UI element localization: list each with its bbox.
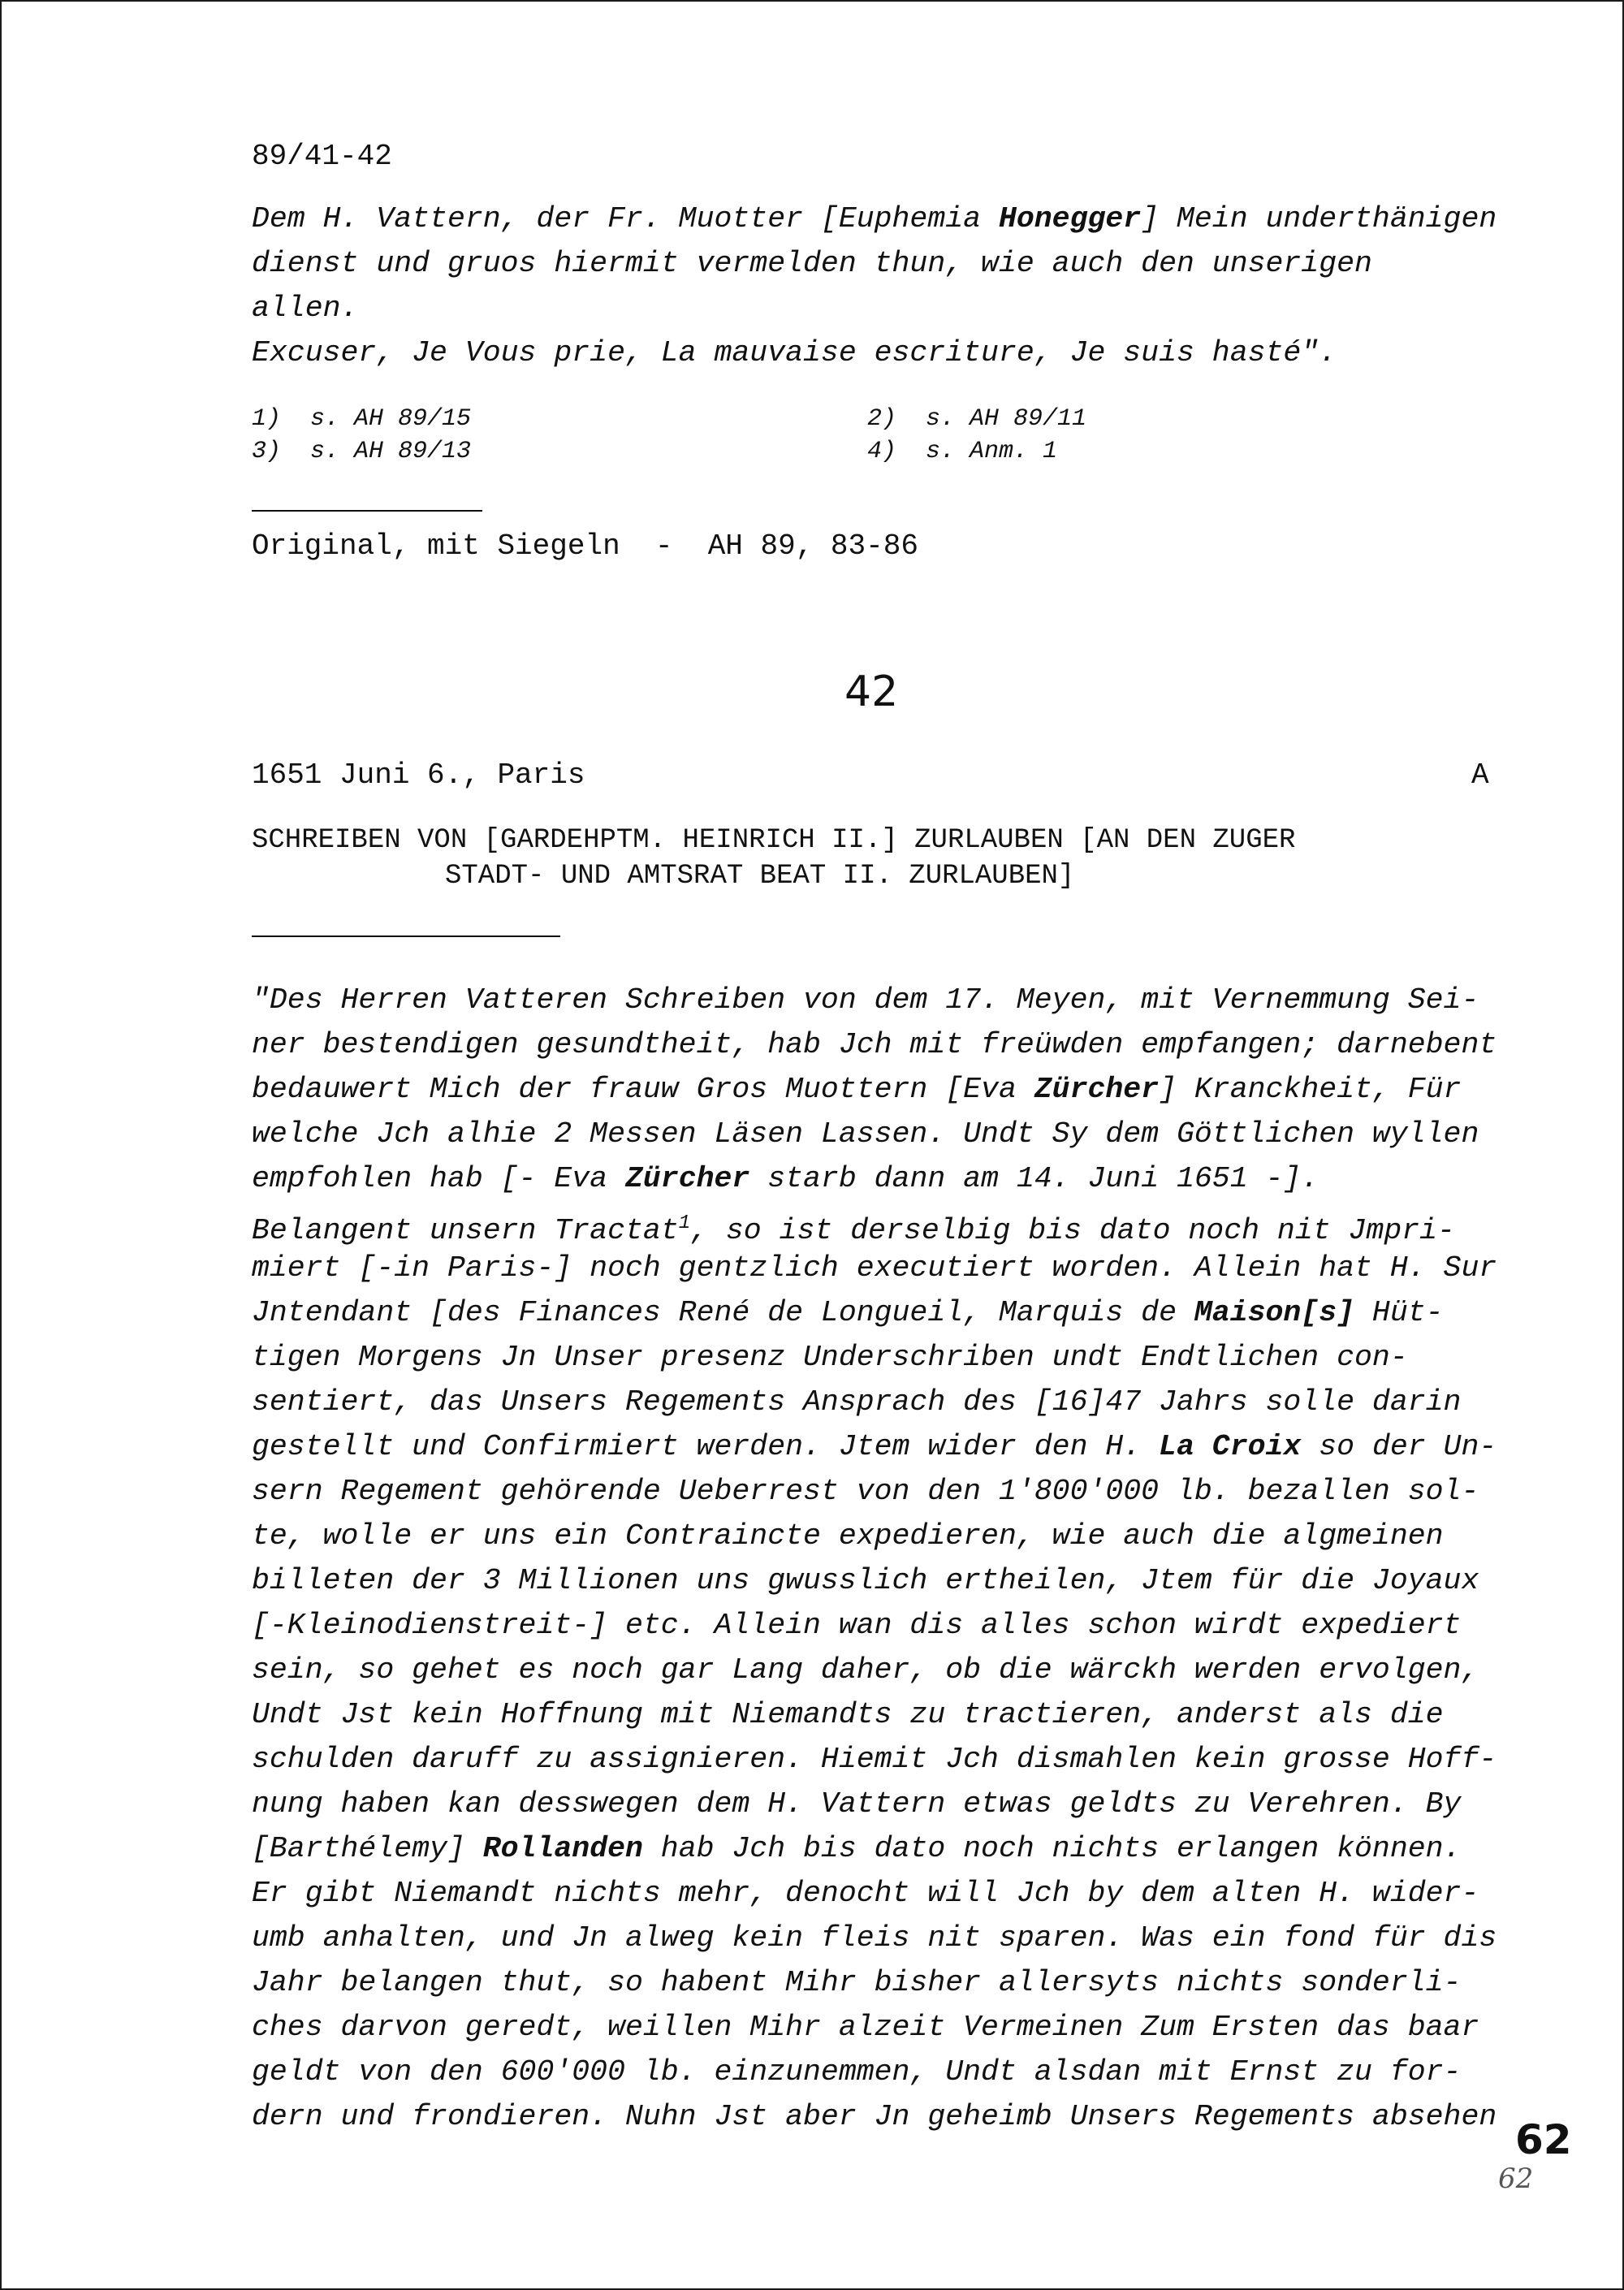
footnote-4	[867, 435, 1057, 468]
document-reference: 89/41-42	[252, 140, 392, 173]
greeting-line: Dem H. Vattern, der Fr. Muotter [Euphemia Honegger] Mein underthänigen	[252, 202, 1497, 235]
document-heading-line-1: SCHREIBEN VON [GARDEHPTM. HEINRICH II.] ZURLAUBEN [AN DEN ZUGER	[252, 825, 1296, 856]
footnote-3	[252, 435, 471, 468]
body-line: gestellt und Confirmiert werden. Jtem wider den H. La Croix so der Un-	[252, 1430, 1497, 1463]
footnote-number: 2)	[867, 405, 897, 433]
body-line: empfohlen hab [- Eva Zürcher starb dann am 14. Juni 1651 -].	[252, 1162, 1320, 1195]
greeting-line: dienst und gruos hiermit vermelden thun, wie auch den unserigen	[252, 247, 1372, 280]
greeting-line: allen.	[252, 292, 359, 325]
separator-rule	[252, 510, 482, 512]
body-line: bedauwert Mich der frauw Gros Muottern [Eva Zürcher] Kranckheit, Für	[252, 1073, 1462, 1106]
source-note: Original, mit Siegeln - AH 89, 83-86	[252, 529, 918, 563]
footnote-text: s. AH 89/15	[310, 405, 472, 433]
body-line: sein, so gehet es noch gar Lang daher, ob die wärckh werden ervolgen,	[252, 1653, 1479, 1687]
greeting-block	[252, 197, 1497, 375]
body-line: schulden daruff zu assignieren. Hiemit Jch dismahlen kein grosse Hoff-	[252, 1743, 1497, 1776]
page-number-handwritten: 62	[1498, 2163, 1534, 2195]
letter-body	[252, 978, 1497, 2139]
footnote-number: 4)	[867, 438, 897, 465]
footnote-number: 1)	[252, 405, 282, 433]
body-line: welche Jch alhie 2 Messen Läsen Lassen. Undt Sy dem Göttlichen wyllen	[252, 1117, 1479, 1151]
body-line: nung haben kan desswegen dem H. Vattern etwas geldts zu Verehren. By	[252, 1787, 1462, 1821]
footnote-text: s. Anm. 1	[926, 438, 1058, 465]
body-line: Undt Jst kein Hoffnung mit Niemandts zu tractieren, anderst als die	[252, 1698, 1444, 1731]
footnote-number: 3)	[252, 438, 282, 465]
document-heading-line-2: STADT- UND AMTSRAT BEAT II. ZURLAUBEN]	[445, 861, 1075, 892]
body-line: dern und frondieren. Nuhn Jst aber Jn geheimb Unsers Regements absehen	[252, 2100, 1497, 2133]
body-line: Belangent unsern Tractat$^1$, so ist derselbig bis dato noch nit Jmpri-	[252, 1212, 1455, 1248]
document-type-letter: A	[1471, 758, 1489, 792]
body-line: Er gibt Niemandt nichts mehr, denocht will Jch by dem alten H. wider-	[252, 1877, 1479, 1910]
body-line: ches darvon geredt, weillen Mihr alzeit Vermeinen Zum Ersten das baar	[252, 2011, 1479, 2044]
heading-rule	[252, 935, 560, 937]
body-line: te, wolle er uns ein Contraincte expedieren, wie auch die algmeinen	[252, 1519, 1444, 1553]
body-line: sentiert, das Unsers Regements Ansprach des [16]47 Jahrs solle darin	[252, 1385, 1462, 1419]
greeting-line: Excuser, Je Vous prie, La mauvaise escriture, Je suis hasté".	[252, 336, 1337, 369]
body-line: sern Regement gehörende Ueberrest von den 1'800'000 lb. bezallen sol-	[252, 1475, 1479, 1508]
document-number: 42	[844, 668, 899, 716]
footnote-text: s. AH 89/13	[310, 438, 472, 465]
body-line: umb anhalten, und Jn alweg kein fleis nit sparen. Was ein fond für dis	[252, 1921, 1497, 1955]
body-line: ner bestendigen gesundtheit, hab Jch mit freüwden empfangen; darnebent	[252, 1028, 1497, 1061]
page-number: 62	[1515, 2116, 1572, 2163]
body-line: tigen Morgens Jn Unser presenz Underschriben undt Endtlichen con-	[252, 1341, 1408, 1374]
body-line: miert [-in Paris-] noch gentzlich executiert worden. Allein hat H. Sur	[252, 1251, 1497, 1285]
body-line: geldt von den 600'000 lb. einzunemmen, Undt alsdan mit Ernst zu for-	[252, 2055, 1462, 2089]
footnote-text: s. AH 89/11	[926, 405, 1087, 433]
body-line: [-Kleinodienstreit-] etc. Allein wan dis alles schon wirdt expediert	[252, 1609, 1462, 1642]
body-line: Jahr belangen thut, so habent Mihr bisher allersyts nichts sonderli-	[252, 1966, 1462, 1999]
body-line: Jntendant [des Finances René de Longueil, Marquis de Maison[s] Hüt-	[252, 1296, 1444, 1329]
body-line: billeten der 3 Millionen uns gwusslich ertheilen, Jtem für die Joyaux	[252, 1564, 1479, 1597]
footnote-2	[867, 403, 1086, 435]
date-place: 1651 Juni 6., Paris	[252, 758, 585, 792]
body-line: [Barthélemy] Rollanden hab Jch bis dato noch nichts erlangen können.	[252, 1832, 1462, 1865]
footnote-1	[252, 403, 471, 435]
body-line: "Des Herren Vatteren Schreiben von dem 17. Meyen, mit Vernemmung Sei-	[252, 983, 1479, 1017]
